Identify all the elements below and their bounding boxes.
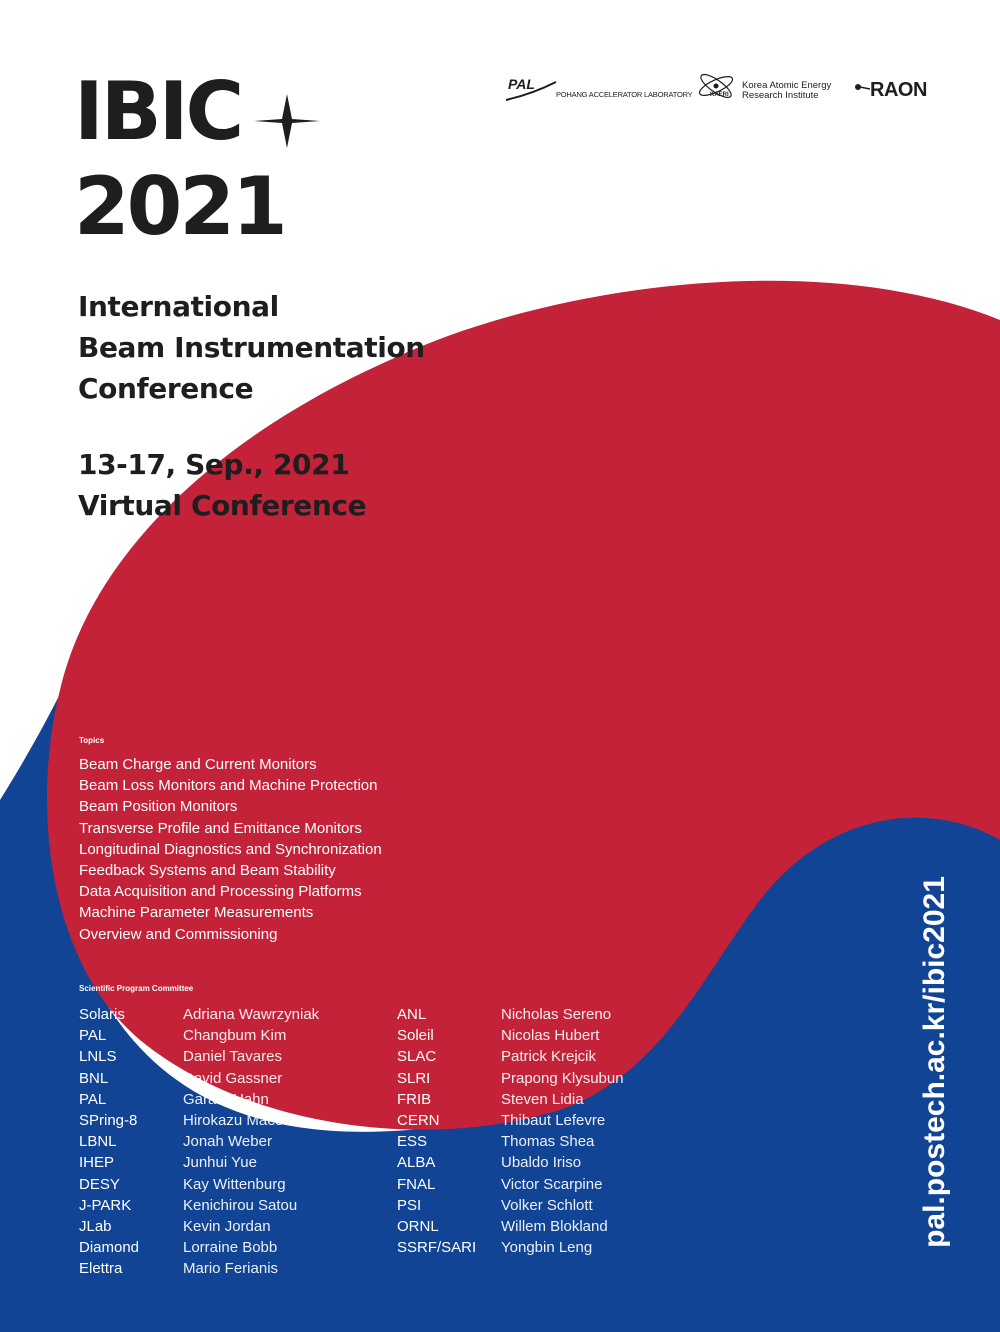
committee-member-name: Ubaldo Iriso: [501, 1154, 582, 1172]
topic-item: Overview and Commissioning: [79, 925, 278, 943]
committee-org: PAL: [79, 1027, 107, 1045]
committee-row: [79, 1131, 379, 1152]
committee-member-name: Nicholas Sereno: [501, 1006, 612, 1023]
committee-member-name: Willem Blokland: [501, 1217, 608, 1235]
sparkle-star-icon: [254, 88, 320, 154]
conference-date: 13-17, Sep., 2021: [78, 448, 350, 481]
topic-item: Longitudinal Diagnostics and Synchronization: [79, 840, 382, 858]
committee-column-right: [397, 1004, 697, 1258]
committee-org: PSI: [397, 1196, 422, 1214]
committee-org: ORNL: [397, 1217, 439, 1235]
committee-row: [79, 1089, 379, 1110]
committee-org: SSRF/SARI: [397, 1239, 477, 1257]
committee-row: [79, 1216, 379, 1237]
topics-section: [79, 736, 382, 945]
committee-member-name: Thomas Shea: [501, 1133, 595, 1151]
committee-member-name: Mario Ferianis: [183, 1260, 279, 1278]
committee-row: [397, 1004, 697, 1025]
committee-member-name: Steven Lidia: [501, 1090, 584, 1108]
atom-orbit-icon: [694, 70, 740, 108]
committee-org: DESY: [79, 1175, 120, 1193]
committee-org: Diamond: [79, 1239, 140, 1257]
committee-org: JLab: [79, 1217, 112, 1235]
committee-member-name: Volker Schlott: [501, 1196, 593, 1214]
committee-row: [397, 1068, 697, 1089]
committee-row: [397, 1025, 697, 1046]
committee-member-name: Adriana Wawrzyniak: [183, 1006, 320, 1023]
committee-row: [397, 1152, 697, 1173]
committee-org: BNL: [79, 1069, 109, 1087]
committee-label: Scientific Program Committee: [79, 984, 194, 993]
committee-row: [397, 1089, 697, 1110]
kaeri-name-line-2: Research Institute: [742, 90, 819, 101]
kaeri-abbr: KAERI: [710, 92, 729, 98]
committee-org: LBNL: [79, 1133, 117, 1151]
committee-org: LNLS: [79, 1048, 117, 1066]
topic-item: Data Acquisition and Processing Platforms: [79, 883, 362, 901]
conference-name: [78, 286, 425, 409]
kaeri-logo: [694, 70, 844, 110]
committee-row: [397, 1195, 697, 1216]
committee-row: [397, 1046, 697, 1067]
committee-member-name: Jonah Weber: [183, 1133, 272, 1151]
committee-member-name: Patrick Krejcik: [501, 1048, 597, 1066]
raon-logo: [854, 70, 938, 110]
committee-org: SPring-8: [79, 1111, 138, 1129]
committee-member-name: Garam Hahn: [183, 1090, 269, 1108]
pal-logo-text: POHANG ACCELERATOR LABORATORY: [556, 90, 693, 99]
committee-org: ESS: [397, 1133, 428, 1151]
committee-row: [79, 1258, 379, 1279]
committee-member-name: Kevin Jordan: [183, 1217, 271, 1235]
committee-row: [79, 1046, 379, 1067]
committee-org: Elettra: [79, 1260, 123, 1278]
committee-column-left: [79, 1004, 379, 1279]
conference-name-line-1: International: [78, 290, 279, 323]
committee-org: J-PARK: [79, 1196, 132, 1214]
committee-row: [79, 1195, 379, 1216]
pal-logo-mark: PAL: [508, 76, 535, 92]
committee-org: CERN: [397, 1111, 440, 1129]
committee-org: FNAL: [397, 1175, 436, 1193]
committee-org: ANL: [397, 1006, 427, 1023]
committee-org: PAL: [79, 1090, 107, 1108]
committee-member-name: David Gassner: [183, 1069, 283, 1087]
committee-row: [397, 1110, 697, 1131]
committee-member-name: Hirokazu Maesaka: [183, 1111, 308, 1129]
committee-member-name: Lorraine Bobb: [183, 1239, 278, 1257]
committee-org: FRIB: [397, 1090, 432, 1108]
committee-member-name: Nicolas Hubert: [501, 1027, 600, 1045]
committee-org: IHEP: [79, 1154, 115, 1172]
committee-member-name: Thibaut Lefevre: [501, 1111, 606, 1129]
conference-venue: Virtual Conference: [78, 489, 367, 522]
kaeri-name-line-1: Korea Atomic Energy: [742, 80, 832, 91]
committee-row: [397, 1174, 697, 1195]
pal-logo: [504, 70, 693, 110]
committee-row: [397, 1237, 697, 1258]
topic-item: Feedback Systems and Beam Stability: [79, 862, 336, 880]
committee-member-name: Yongbin Leng: [501, 1239, 593, 1257]
conference-date-venue: [78, 444, 366, 526]
topic-item: Machine Parameter Measurements: [79, 904, 314, 922]
kaeri-name: [742, 81, 831, 101]
committee-row: [397, 1131, 697, 1152]
committee-org: Solaris: [79, 1006, 125, 1023]
committee-row: [79, 1152, 379, 1173]
topics-label: Topics: [79, 736, 105, 745]
committee-row: [79, 1237, 379, 1258]
raon-logo-text: RAON: [870, 79, 927, 101]
committee-member-name: Kay Wittenburg: [183, 1175, 286, 1193]
committee-row: [79, 1174, 379, 1195]
title-ibic: IBIC: [74, 65, 242, 158]
committee-row: [79, 1004, 379, 1025]
committee-row: [79, 1110, 379, 1131]
committee-row: [397, 1216, 697, 1237]
committee-org: Soleil: [397, 1027, 434, 1045]
committee-member-name: Junhui Yue: [183, 1154, 257, 1172]
committee-member-name: Victor Scarpine: [501, 1175, 603, 1193]
committee-section: [79, 984, 659, 1284]
committee-member-name: Prapong Klysubun: [501, 1069, 624, 1087]
committee-member-name: Daniel Tavares: [183, 1048, 282, 1066]
committee-member-name: Changbum Kim: [183, 1027, 287, 1045]
topic-item: Beam Position Monitors: [79, 798, 238, 816]
conference-name-line-2: Beam Instrumentation: [78, 331, 425, 364]
committee-org: ALBA: [397, 1154, 436, 1172]
topic-item: Beam Loss Monitors and Machine Protection: [79, 777, 378, 795]
committee-org: SLAC: [397, 1048, 437, 1066]
committee-member-name: Kenichirou Satou: [183, 1196, 298, 1214]
topic-item: Beam Charge and Current Monitors: [79, 756, 317, 773]
conference-name-line-3: Conference: [78, 372, 254, 405]
topic-item: Transverse Profile and Emittance Monitors: [79, 819, 362, 837]
committee-row: [79, 1068, 379, 1089]
title-year: 2021: [74, 160, 285, 253]
committee-org: SLRI: [397, 1069, 431, 1087]
raon-dot-icon: [854, 82, 870, 92]
committee-row: [79, 1025, 379, 1046]
conference-url[interactable]: pal.postech.ac.kr/ibic2021: [918, 876, 951, 1248]
